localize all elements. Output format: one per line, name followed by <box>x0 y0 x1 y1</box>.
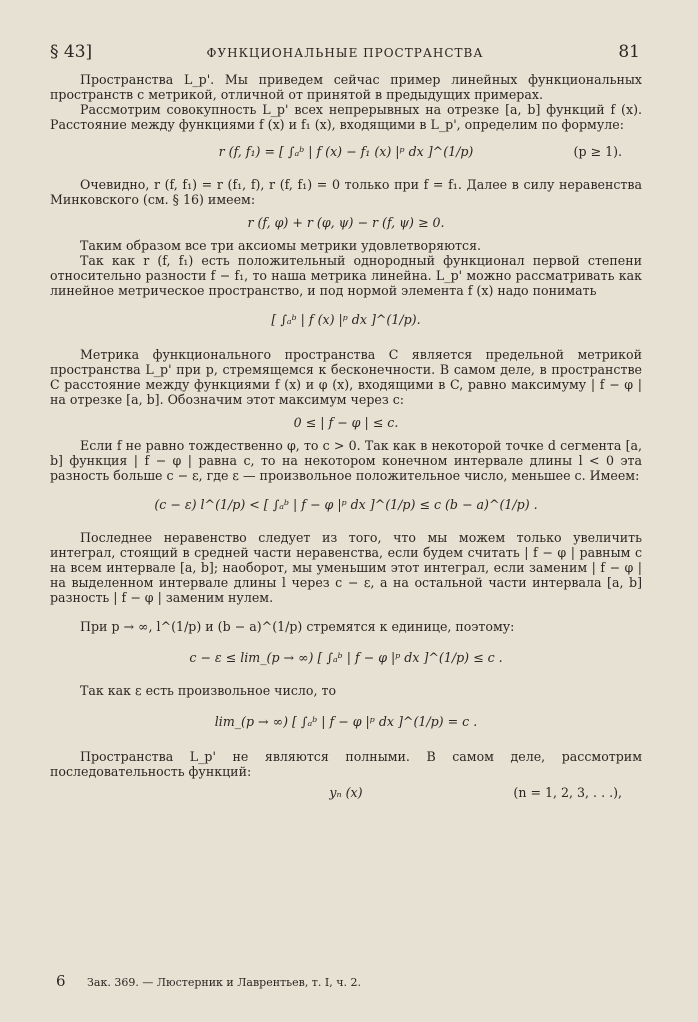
page-footer <box>56 972 361 990</box>
formula: r (f, φ) + r (φ, ψ) − r (f, ψ) ≥ 0. <box>247 215 445 230</box>
signature-mark: 6 <box>56 972 66 990</box>
page-body <box>50 72 642 800</box>
print-imprint: Зак. 369. — Люстерник и Лаврентьев, т. I, ч. 2. <box>87 976 361 989</box>
formula: (c − ε) l^(1/p) < [ ∫ₐᵇ | f − φ |ᵖ dx ]^(1/p) ≤ c (b − a)^(1/p) . <box>154 497 538 512</box>
paragraph: Таким образом все три аксиомы метрики удовлетворяются. <box>80 238 482 253</box>
paragraph: При p → ∞, l^(1/p) и (b − a)^(1/p) стремятся к единице, поэтому: <box>80 619 515 634</box>
section-reference: § 43] <box>50 42 93 62</box>
formula: 0 ≤ | f − φ | ≤ c. <box>293 415 399 430</box>
formula: c − ε ≤ lim_(p → ∞) [ ∫ₐᵇ | f − φ |ᵖ dx ]^(1/p) ≤ c . <box>189 650 503 665</box>
paragraph: Последнее неравенство следует из того, что мы можем только увеличить интеграл, стоящий в средней части неравенства, если будем считать | f − φ | равным c на всем интервале [a, b]; наоборот, мы уменьшим этот интеграл, если заменим | f − φ | на выделенном интервале длины l через c − ε, а на остальной части интервала [a, b] разность | f − φ | заменим нулем. <box>50 530 642 605</box>
formula: [ ∫ₐᵇ | f (x) |ᵖ dx ]^(1/p). <box>271 312 421 327</box>
formula-tag: (n = 1, 2, 3, . . .), <box>513 785 622 800</box>
formula-tag: (p ≥ 1). <box>573 144 622 159</box>
formula: lim_(p → ∞) [ ∫ₐᵇ | f − φ |ᵖ dx ]^(1/p) = c . <box>214 714 478 729</box>
paragraph: Пространства L_p'. Мы приведем сейчас пример линейных функциональных пространств с метрикой, отличной от принятой в предыдущих примерах. <box>50 72 642 102</box>
formula-text: yₙ (x) <box>329 785 363 800</box>
paragraph: Рассмотрим совокупность L_p' всех непрерывных на отрезке [a, b] функций f (x). Расстояние между функциями f (x) и f₁ (x), входящими в L_p', определим по формуле: <box>50 102 642 132</box>
formula-text: r (f, f₁) = [ ∫ₐᵇ | f (x) − f₁ (x) |ᵖ dx ]^(1/p) <box>218 144 474 159</box>
paragraph: Пространства L_p' не являются полными. В самом деле, рассмотрим последовательность функций: <box>50 749 642 779</box>
running-title: ФУНКЦИОНАЛЬНЫЕ ПРОСТРАНСТВА <box>206 46 484 60</box>
paragraph: Если f не равно тождественно φ, то c > 0. Так как в некоторой точке d сегмента [a, b] функция | f − φ | равна c, то на некотором конечном интервале длины l < 0 эта разность больше c − ε, где ε — произвольное положительное число, меньшее c. Имеем: <box>50 438 642 483</box>
paragraph: Метрика функционального пространства C является предельной метрикой пространства L_p' при p, стремящемся к бесконечности. В самом деле, в пространстве C расстояние между функциями f (x) и φ (x), входящими в C, равно максимуму | f − φ | на отрезке [a, b]. Обозначим этот максимум через c: <box>50 347 642 407</box>
formula <box>50 144 642 159</box>
paragraph: Так как ε есть произвольное число, то <box>80 683 337 698</box>
page-header <box>50 42 640 64</box>
paragraph: Так как r (f, f₁) есть положительный однородный функционал первой степени относительно разности f − f₁, то наша метрика линейна. L_p' можно рассматривать как линейное метрическое пространство, и под нормой элемента f (x) надо понимать <box>50 253 642 298</box>
paragraph: Очевидно, r (f, f₁) = r (f₁, f), r (f, f₁) = 0 только при f = f₁. Далее в силу неравенства Минковского (см. § 16) имеем: <box>50 177 642 207</box>
formula <box>50 785 642 800</box>
page-number: 81 <box>618 42 640 62</box>
